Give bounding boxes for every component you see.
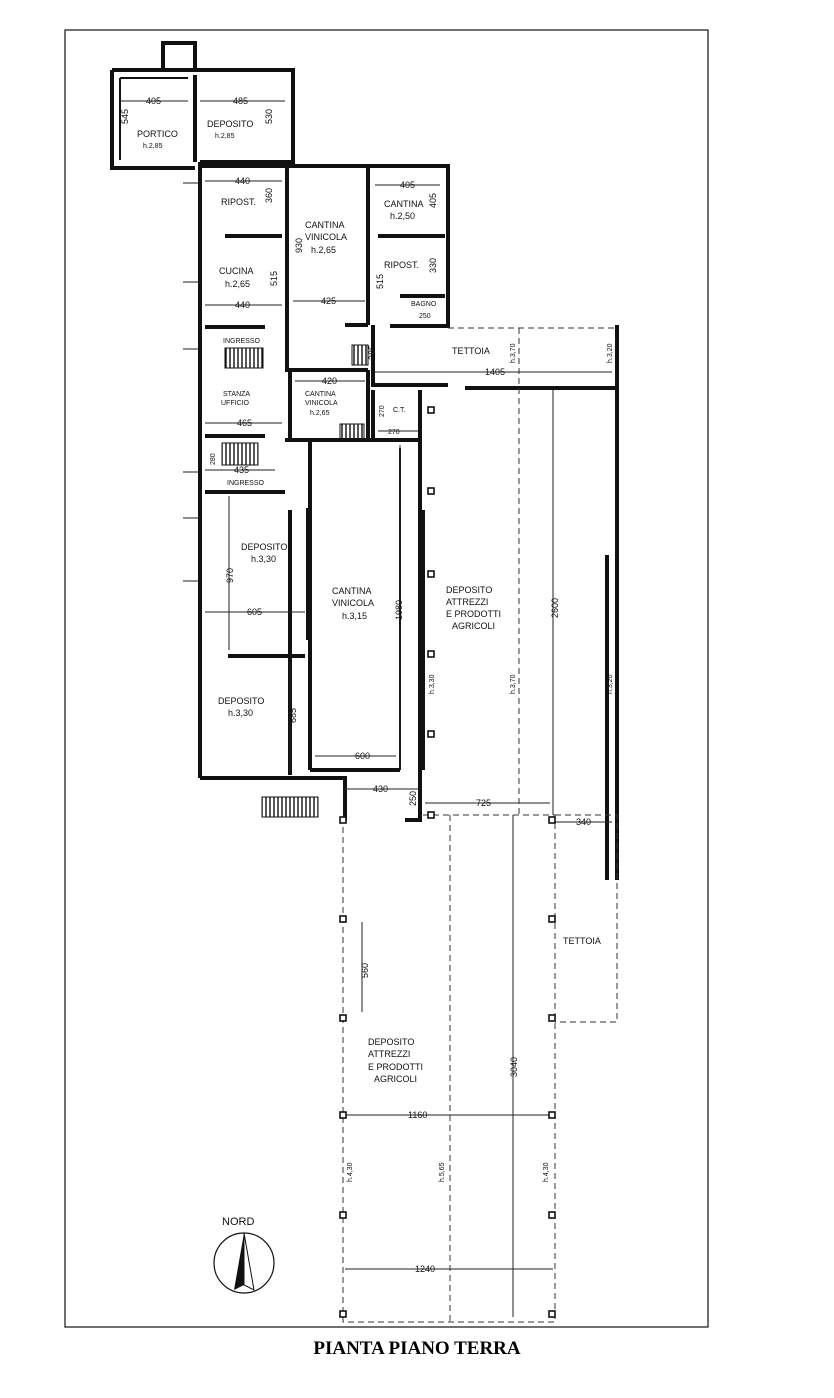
dim-970: 970 bbox=[225, 567, 235, 583]
dim-280: 280 bbox=[210, 453, 217, 465]
dim-440b: 440 bbox=[235, 300, 251, 310]
room-portico-name: PORTICO bbox=[137, 129, 178, 139]
pillar bbox=[428, 812, 434, 818]
chimney-wall bbox=[163, 43, 195, 70]
dim-405a: 405 bbox=[146, 96, 162, 106]
dim-1240: 1240 bbox=[415, 1264, 436, 1274]
dim-320a: h.3,20 bbox=[607, 343, 614, 363]
dim-370: h.3,70 bbox=[510, 343, 517, 363]
room-bagno-name: BAGNO bbox=[411, 301, 437, 308]
dim-435: 435 bbox=[234, 465, 250, 475]
pillar bbox=[340, 1311, 346, 1317]
room-ingresso-2-name: INGRESSO bbox=[227, 480, 264, 487]
stair-cantina bbox=[340, 424, 364, 440]
dim-430h2: h.4,30 bbox=[543, 1162, 550, 1182]
dim-370b: h.3,70 bbox=[510, 674, 517, 694]
dim-530: 530 bbox=[264, 108, 274, 124]
room-ripost-2-name: RIPOST. bbox=[384, 260, 420, 270]
dim-270b: 270 bbox=[388, 429, 400, 436]
room-deposito-attrezzi-1-line4: AGRICOLI bbox=[452, 621, 496, 631]
room-deposito-attrezzi-1-line2: ATTREZZI bbox=[446, 597, 489, 607]
dim-685: 685 bbox=[288, 707, 298, 723]
north-arrow-outline bbox=[244, 1233, 254, 1290]
dim-250a: 250 bbox=[419, 313, 431, 320]
pillar bbox=[428, 651, 434, 657]
pillar bbox=[428, 731, 434, 737]
room-cantina-vinicola-1-line2: VINICOLA bbox=[305, 232, 348, 242]
pillar bbox=[428, 488, 434, 494]
dim-485: 485 bbox=[233, 96, 249, 106]
room-deposito-top-height: h.2,85 bbox=[215, 133, 235, 140]
room-cantina-vinicola-3-line1: CANTINA bbox=[332, 586, 372, 596]
room-stanza-line1: STANZA bbox=[223, 391, 251, 398]
north-indicator bbox=[214, 1216, 274, 1293]
dim-330: 330 bbox=[428, 257, 438, 273]
dim-605: 605 bbox=[247, 607, 263, 617]
pillar bbox=[549, 1112, 555, 1118]
dim-340: 340 bbox=[576, 817, 592, 827]
room-cantina-vinicola-1-line1: CANTINA bbox=[305, 220, 345, 230]
pillar bbox=[428, 571, 434, 577]
north-label: NORD bbox=[222, 1216, 255, 1228]
dim-385: 385 bbox=[367, 344, 377, 360]
dim-270a: 270 bbox=[379, 405, 386, 417]
dim-600: 600 bbox=[355, 751, 371, 761]
room-cantina-name: CANTINA bbox=[384, 199, 424, 209]
dim-930: 930 bbox=[294, 237, 304, 253]
dim-430: 430 bbox=[373, 784, 389, 794]
pillar bbox=[549, 1311, 555, 1317]
room-deposito-mid-height: h.3,30 bbox=[251, 554, 277, 564]
room-cantina-vinicola-3-line2: VINICOLA bbox=[332, 598, 375, 608]
room-ingresso-1-name: INGRESSO bbox=[223, 338, 260, 345]
stair-ingresso-1 bbox=[225, 348, 263, 368]
dim-320b: h.3,20 bbox=[607, 674, 614, 694]
room-portico-height: h.2,85 bbox=[143, 143, 163, 150]
room-deposito-attrezzi-2-line4: AGRICOLI bbox=[374, 1074, 418, 1084]
stair-ingresso-2 bbox=[222, 443, 258, 465]
pillar bbox=[340, 916, 346, 922]
room-deposito-attrezzi-1-line1: DEPOSITO bbox=[446, 585, 493, 595]
pillar bbox=[340, 817, 346, 823]
pillar bbox=[340, 1112, 346, 1118]
dim-2600: 2600 bbox=[550, 597, 560, 618]
entry-arrows bbox=[183, 183, 198, 581]
pillar bbox=[428, 407, 434, 413]
plan-caption: PIANTA PIANO TERRA bbox=[313, 1338, 521, 1359]
dim-545: 545 bbox=[120, 108, 130, 124]
room-deposito-attrezzi-2-line1: DEPOSITO bbox=[368, 1037, 415, 1047]
pillars bbox=[340, 407, 555, 1317]
dim-425: 425 bbox=[321, 296, 337, 306]
dim-1980: 1980 bbox=[394, 599, 404, 620]
room-ct-name: C.T. bbox=[393, 407, 406, 414]
stair-entry bbox=[262, 797, 318, 817]
dim-430h: h.4,30 bbox=[347, 1162, 354, 1182]
dim-725: 725 bbox=[476, 798, 492, 808]
room-cantina-height: h.2,50 bbox=[390, 211, 416, 221]
dim-515b: 515 bbox=[375, 273, 385, 289]
dim-565h: h.5,65 bbox=[439, 1162, 446, 1182]
room-cantina-vinicola-2-line2: VINICOLA bbox=[305, 400, 338, 407]
pillar bbox=[549, 1212, 555, 1218]
dim-360: 360 bbox=[264, 187, 274, 203]
pillar bbox=[340, 1212, 346, 1218]
stairs bbox=[222, 345, 371, 817]
room-tettoia-2-name: TETTOIA bbox=[563, 936, 601, 946]
dim-250b: 250 bbox=[408, 790, 418, 806]
stair-ct bbox=[352, 345, 368, 365]
room-deposito-mid-name: DEPOSITO bbox=[241, 542, 288, 552]
dim-465: 465 bbox=[237, 418, 253, 428]
room-cantina-vinicola-1-height: h.2,65 bbox=[311, 245, 337, 255]
entry-west bbox=[338, 778, 345, 820]
dim-1160: 1160 bbox=[408, 1110, 428, 1120]
room-deposito-low-height: h.3,30 bbox=[228, 708, 254, 718]
room-ripost-1-name: RIPOST. bbox=[221, 197, 257, 207]
dim-405c: 405 bbox=[428, 192, 438, 208]
room-deposito-top-name: DEPOSITO bbox=[207, 119, 254, 129]
pillar bbox=[549, 817, 555, 823]
dim-420: 420 bbox=[322, 376, 338, 386]
dim-1405: 1405 bbox=[485, 367, 506, 377]
room-deposito-attrezzi-1-line3: E PRODOTTI bbox=[446, 609, 502, 619]
pillar bbox=[549, 916, 555, 922]
pillar bbox=[549, 1015, 555, 1021]
north-arrow-icon bbox=[234, 1233, 244, 1290]
room-cucina-name: CUCINA bbox=[219, 266, 254, 276]
room-cucina-height: h.2,65 bbox=[225, 279, 251, 289]
dim-515a: 515 bbox=[269, 270, 279, 286]
dim-440a: 440 bbox=[235, 176, 251, 186]
ct-wall bbox=[373, 325, 448, 385]
room-cantina-vinicola-3-height: h.3,15 bbox=[342, 611, 368, 621]
room-deposito-attrezzi-2-line3: E PRODOTTI bbox=[368, 1062, 424, 1072]
dim-560: 560 bbox=[360, 962, 370, 978]
room-cantina-vinicola-2-line1: CANTINA bbox=[305, 391, 336, 398]
dim-405b: 405 bbox=[400, 180, 416, 190]
room-cantina-vinicola-2-height: h.2,65 bbox=[310, 410, 330, 417]
dim-330b: h.3,30 bbox=[429, 674, 436, 694]
room-stanza-line2: UFFICIO bbox=[221, 400, 249, 407]
room-deposito-attrezzi-2-line2: ATTREZZI bbox=[368, 1049, 411, 1059]
dim-3040: 3040 bbox=[509, 1056, 519, 1077]
room-tettoia-1-name: TETTOIA bbox=[452, 346, 490, 356]
room-deposito-low-name: DEPOSITO bbox=[218, 696, 265, 706]
pillar bbox=[340, 1015, 346, 1021]
